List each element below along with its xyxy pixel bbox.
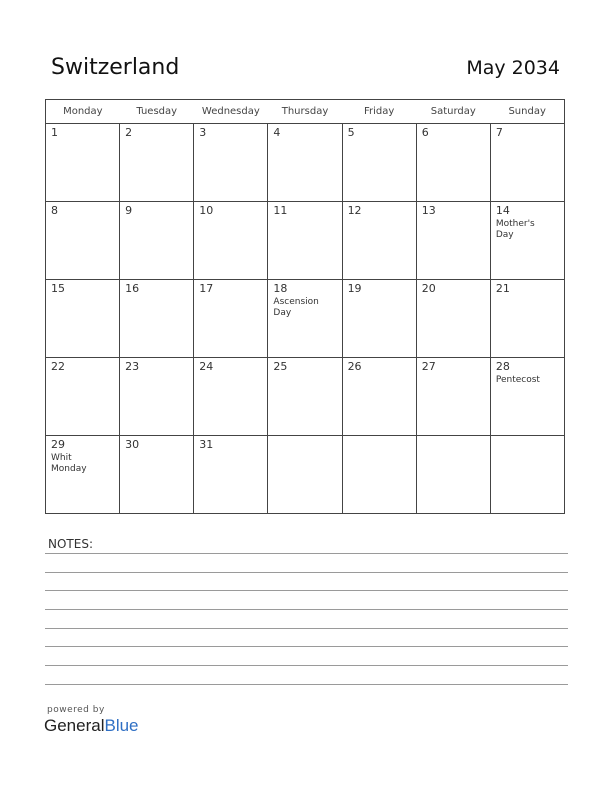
holiday-label: Pentecost xyxy=(495,375,540,385)
day-number: 24 xyxy=(199,360,214,373)
day-number: 31 xyxy=(199,438,214,451)
day-cell xyxy=(194,436,268,514)
day-number: 13 xyxy=(421,204,436,217)
weekday-header: Sunday xyxy=(490,100,564,124)
day-cell xyxy=(194,358,268,436)
day-cell xyxy=(194,280,268,358)
day-number: 4 xyxy=(273,126,281,139)
day-cell xyxy=(490,124,564,202)
day-number: 14 xyxy=(495,204,510,217)
day-cell xyxy=(342,436,416,514)
note-line xyxy=(45,572,568,573)
note-line xyxy=(45,553,568,554)
day-number: 1 xyxy=(51,126,58,139)
day-number: 10 xyxy=(199,204,214,217)
holiday-label: Whit Monday xyxy=(51,453,87,474)
day-number: 18 xyxy=(273,282,288,295)
day-cell xyxy=(46,124,120,202)
day-cell xyxy=(120,202,194,280)
day-number: 11 xyxy=(273,204,288,217)
day-cell xyxy=(194,202,268,280)
day-cell xyxy=(268,280,342,358)
day-cell xyxy=(490,202,564,280)
day-number: 23 xyxy=(125,360,140,373)
week-row xyxy=(46,358,565,436)
powered-by-text: powered by xyxy=(47,705,105,715)
day-cell xyxy=(416,280,490,358)
month-year-title: May 2034 xyxy=(466,57,560,79)
day-cell xyxy=(490,358,564,436)
day-cell xyxy=(120,280,194,358)
note-line xyxy=(45,646,568,647)
day-cell xyxy=(416,202,490,280)
day-number: 2 xyxy=(125,126,133,139)
weekday-header: Monday xyxy=(46,100,120,124)
day-cell xyxy=(268,202,342,280)
day-cell xyxy=(194,124,268,202)
brand-logo xyxy=(44,716,139,736)
day-cell xyxy=(46,358,120,436)
holiday-label: Ascension Day xyxy=(273,297,319,318)
note-line xyxy=(45,628,568,629)
note-line xyxy=(45,609,568,610)
day-number: 12 xyxy=(347,204,362,217)
day-cell xyxy=(268,124,342,202)
day-number: 7 xyxy=(495,126,503,139)
weekday-header: Saturday xyxy=(416,100,490,124)
day-cell xyxy=(268,436,342,514)
note-line xyxy=(45,684,568,685)
note-line xyxy=(45,590,568,591)
country-title: Switzerland xyxy=(51,55,180,80)
day-number: 15 xyxy=(51,282,65,295)
week-row xyxy=(46,202,565,280)
day-cell xyxy=(490,436,564,514)
day-cell xyxy=(342,358,416,436)
day-number: 27 xyxy=(421,360,436,373)
day-number: 19 xyxy=(347,282,362,295)
day-cell xyxy=(268,358,342,436)
day-cell xyxy=(416,436,490,514)
day-number: 30 xyxy=(125,438,140,451)
day-cell xyxy=(46,280,120,358)
week-row xyxy=(46,436,565,514)
day-cell xyxy=(416,124,490,202)
day-cell xyxy=(120,358,194,436)
day-cell xyxy=(342,280,416,358)
day-number: 17 xyxy=(199,282,214,295)
day-cell xyxy=(490,280,564,358)
day-number: 25 xyxy=(273,360,288,373)
day-number: 26 xyxy=(347,360,362,373)
day-cell xyxy=(46,436,120,514)
holiday-label: Mother's Day xyxy=(495,219,535,240)
day-cell xyxy=(342,124,416,202)
calendar-grid xyxy=(45,99,565,514)
day-number: 6 xyxy=(421,126,429,139)
day-cell xyxy=(342,202,416,280)
brand-blue: Blue xyxy=(104,716,139,735)
day-number: 5 xyxy=(347,126,355,139)
day-cell xyxy=(120,436,194,514)
weekday-header-row xyxy=(46,100,565,124)
note-line xyxy=(45,665,568,666)
day-cell xyxy=(416,358,490,436)
day-number: 21 xyxy=(495,282,510,295)
day-number: 29 xyxy=(51,438,65,451)
day-number: 8 xyxy=(51,204,58,217)
weekday-header: Thursday xyxy=(268,100,342,124)
day-number: 9 xyxy=(125,204,133,217)
weekday-header: Friday xyxy=(342,100,416,124)
weekday-header: Tuesday xyxy=(120,100,194,124)
day-number: 22 xyxy=(51,360,65,373)
day-cell xyxy=(46,202,120,280)
week-row xyxy=(46,124,565,202)
brand-general: General xyxy=(44,716,105,735)
day-number: 28 xyxy=(495,360,510,373)
day-cell xyxy=(120,124,194,202)
weekday-header: Wednesday xyxy=(194,100,268,124)
notes-label: NOTES: xyxy=(48,537,93,551)
day-number: 3 xyxy=(199,126,207,139)
day-number: 20 xyxy=(421,282,436,295)
week-row xyxy=(46,280,565,358)
day-number: 16 xyxy=(125,282,140,295)
